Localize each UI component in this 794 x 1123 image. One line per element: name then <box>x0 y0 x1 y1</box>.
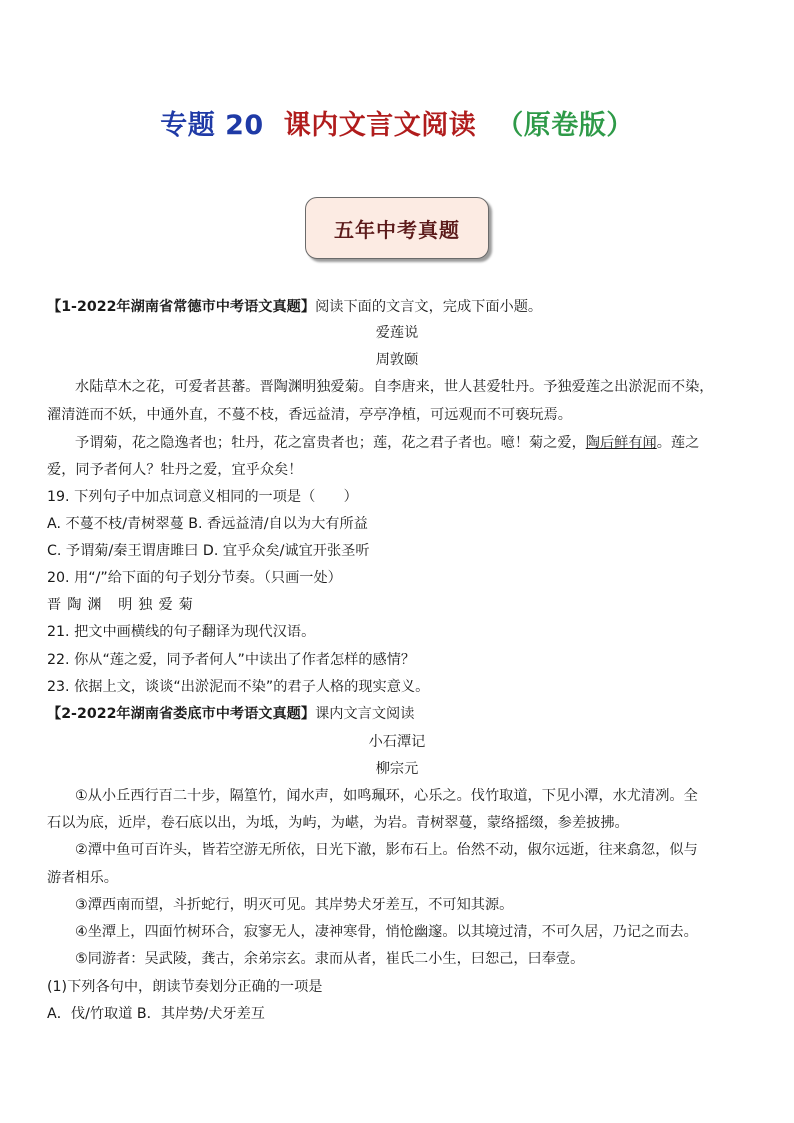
title-topic-number: 专题 20 <box>160 110 264 141</box>
question-19-options-ab: A. 不蔓不枝/青树翠蔓 B. 香远益清/自以为大有所益 <box>47 516 368 532</box>
q2-header <box>47 704 747 724</box>
q2-paragraph-3: ③潭西南而望，斗折蛇行，明灭可见。其岸势犬牙差互，不可知其源。 <box>75 897 514 913</box>
q2-subquestion-1: (1)下列各句中，朗读节奏划分正确的一项是 <box>47 979 323 995</box>
q2-paragraph-5: ⑤同游者：吴武陵，龚古，余弟宗玄。隶而从者，崔氏二小生，曰恕己，曰奉壹。 <box>75 951 585 967</box>
question-19-options-cd: C. 予谓菊/秦王谓唐雎曰 D. 宜乎众矣/诚宜开张圣听 <box>47 543 370 559</box>
q2-paragraph-1-line-1: ①从小丘西行百二十步，隔篁竹，闻水声，如鸣珮环，心乐之。伐竹取道，下见小潭，水尤清冽。全 <box>75 788 698 804</box>
section-badge <box>305 197 489 259</box>
page-title <box>0 103 794 142</box>
q2-source: 【2-2022年湖南省娄底市中考语文真题】 <box>47 706 316 722</box>
q1-source: 【1-2022年湖南省常德市中考语文真题】 <box>47 299 316 315</box>
q1-passage-title: 爱莲说 <box>375 325 419 341</box>
q1-p2-text-end: 。莲之 <box>656 435 700 451</box>
q1-paragraph-1-line-2: 濯清涟而不妖，中通外直，不蔓不枝，香远益清，亭亭净植，可远观而不可亵玩焉。 <box>47 407 572 423</box>
q1-underlined-sentence: 陶后鲜有闻 <box>585 435 657 451</box>
section-badge-label: 五年中考真题 <box>334 217 460 242</box>
question-21: 21. 把文中画横线的句子翻译为现代汉语。 <box>47 624 316 640</box>
question-20-sentence: 晋陶渊 明独爱菊 <box>47 597 199 613</box>
q2-paragraph-4: ④坐潭上，四面竹树环合，寂寥无人，凄神寒骨，悄怆幽邃。以其境过清，不可久居，乃记之而去。 <box>75 924 698 940</box>
question-19: 19. 下列句子中加点词意义相同的一项是（ ） <box>47 489 358 505</box>
q1-passage-author: 周敦颐 <box>375 352 419 368</box>
title-edition: （原卷版） <box>496 110 634 141</box>
q2-paragraph-2-line-2: 游者相乐。 <box>47 870 118 886</box>
q1-intro: 阅读下面的文言文，完成下面小题。 <box>315 299 543 315</box>
q2-intro: 课内文言文阅读 <box>315 706 415 722</box>
q1-paragraph-1-line-1: 水陆草木之花，可爱者甚蕃。晋陶渊明独爱菊。自李唐来，世人甚爱牡丹。予独爱莲之出淤泥而不染， <box>75 379 714 395</box>
question-23: 23. 依据上文，谈谈“出淤泥而不染”的君子人格的现实意义。 <box>47 679 430 695</box>
q2-subquestion-1-options: A．伐/竹取道 B．其岸势/犬牙差互 <box>47 1006 265 1022</box>
title-topic-name: 课内文言文阅读 <box>283 110 477 141</box>
q2-paragraph-2-line-1: ②潭中鱼可百许头，皆若空游无所依，日光下澈，影布石上。佁然不动，俶尔远逝，往来翕忽，似与 <box>75 842 698 858</box>
q2-paragraph-1-line-2: 石以为底，近岸，卷石底以出，为坻，为屿，为嵁，为岩。青树翠蔓，蒙络摇缀，参差披拂。 <box>47 815 629 831</box>
q1-paragraph-2-line-1 <box>47 433 747 453</box>
q2-passage-author: 柳宗元 <box>375 761 419 777</box>
q1-header <box>47 297 747 317</box>
question-22: 22. 你从“莲之爱，同予者何人”中读出了作者怎样的感情？ <box>47 652 416 668</box>
q1-p2-text: 予谓菊，花之隐逸者也；牡丹，花之富贵者也；莲，花之君子者也。噫！菊之爱， <box>75 435 586 451</box>
q1-paragraph-2-line-2: 爱，同予者何人？牡丹之爱，宜乎众矣！ <box>47 462 303 478</box>
q2-passage-title: 小石潭记 <box>368 734 426 750</box>
question-20: 20. 用“/”给下面的句子划分节奏。（只画一处） <box>47 570 342 586</box>
